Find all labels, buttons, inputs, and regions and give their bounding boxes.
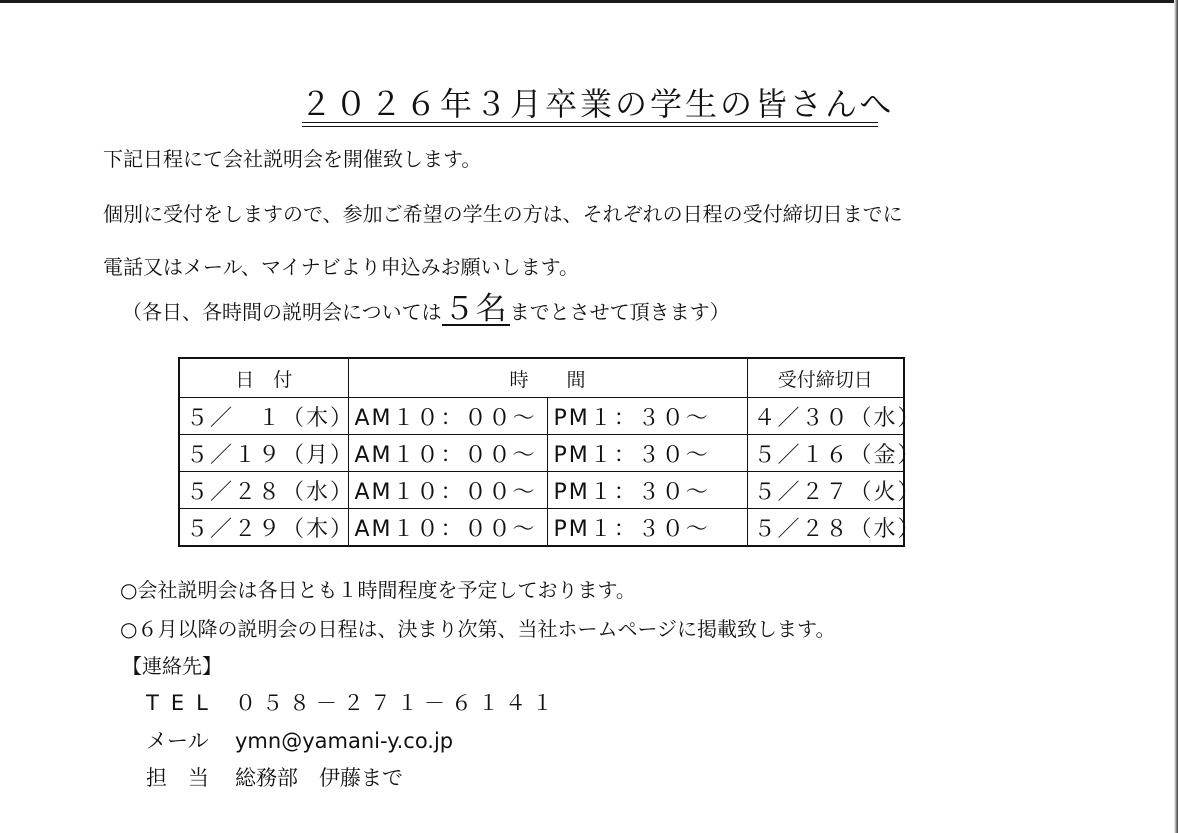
cell-date: ５／２９（木） (179, 509, 348, 547)
table-row (179, 472, 904, 509)
cell-deadline: ４／３０（水） (747, 398, 904, 435)
page-title: ２０２６年３月卒業の学生の皆さんへ (300, 85, 895, 123)
contact-mail-value[interactable]: ymn@yamani-y.co.jp (235, 729, 454, 753)
cell-deadline: ５／２８（水） (747, 509, 904, 547)
page-edge-top (0, 0, 1178, 3)
cell-date: ５／ １（木） (179, 398, 348, 435)
cell-deadline: ５／１６（金） (747, 435, 904, 472)
cell-deadline: ５／２７（火） (747, 472, 904, 509)
cell-am-time: AM１０：００～ (348, 472, 547, 509)
cell-am-time: AM１０：００～ (348, 509, 547, 547)
table-row (179, 435, 904, 472)
cell-pm-time: PM１：３０～ (547, 435, 747, 472)
page-edge-right (1174, 0, 1178, 833)
capacity-note-emphasis: ５名 (443, 291, 508, 327)
header-time: 時 間 (348, 358, 747, 398)
contact-tel-value: ０５８－２７１－６１４１ (235, 691, 559, 715)
cell-am-time: AM１０：００～ (348, 435, 547, 472)
table-row (179, 509, 904, 547)
capacity-note-before: （各日、各時間の説明会については (122, 300, 442, 324)
note-future-schedule: ○６月以降の説明会の日程は、決まり次第、当社ホームページに掲載致します。 (120, 617, 836, 641)
note-duration: ○会社説明会は各日とも１時間程度を予定しております。 (120, 578, 636, 602)
contact-person-value: 総務部 伊藤まで (235, 766, 403, 790)
capacity-note-after: までとさせて頂きます） (509, 300, 730, 324)
cell-am-time: AM１０：００～ (348, 398, 547, 435)
header-date: 日 付 (179, 358, 348, 398)
intro-line-2: 個別に受付をしますので、参加ご希望の学生の方は、それぞれの日程の受付締切日までに (103, 202, 903, 226)
table-row (179, 398, 904, 435)
contact-heading: 【連絡先】 (122, 654, 222, 678)
cell-date: ５／１９（月） (179, 435, 348, 472)
contact-mail-label: メール (146, 729, 209, 753)
header-deadline: 受付締切日 (747, 358, 904, 398)
cell-pm-time: PM１：３０～ (547, 472, 747, 509)
title-double-underline (302, 122, 878, 127)
cell-pm-time: PM１：３０～ (547, 509, 747, 547)
cell-date: ５／２８（水） (179, 472, 348, 509)
contact-tel-label: TEL (146, 691, 220, 715)
contact-person-label: 担 当 (146, 766, 209, 790)
capacity-note (122, 291, 730, 327)
schedule-header-row (179, 358, 904, 398)
intro-line-1: 下記日程にて会社説明会を開催致します。 (103, 147, 482, 171)
cell-pm-time: PM１：３０～ (547, 398, 747, 435)
intro-line-3: 電話又はメール、マイナビより申込みお願いします。 (103, 255, 579, 279)
schedule-table (178, 357, 922, 547)
